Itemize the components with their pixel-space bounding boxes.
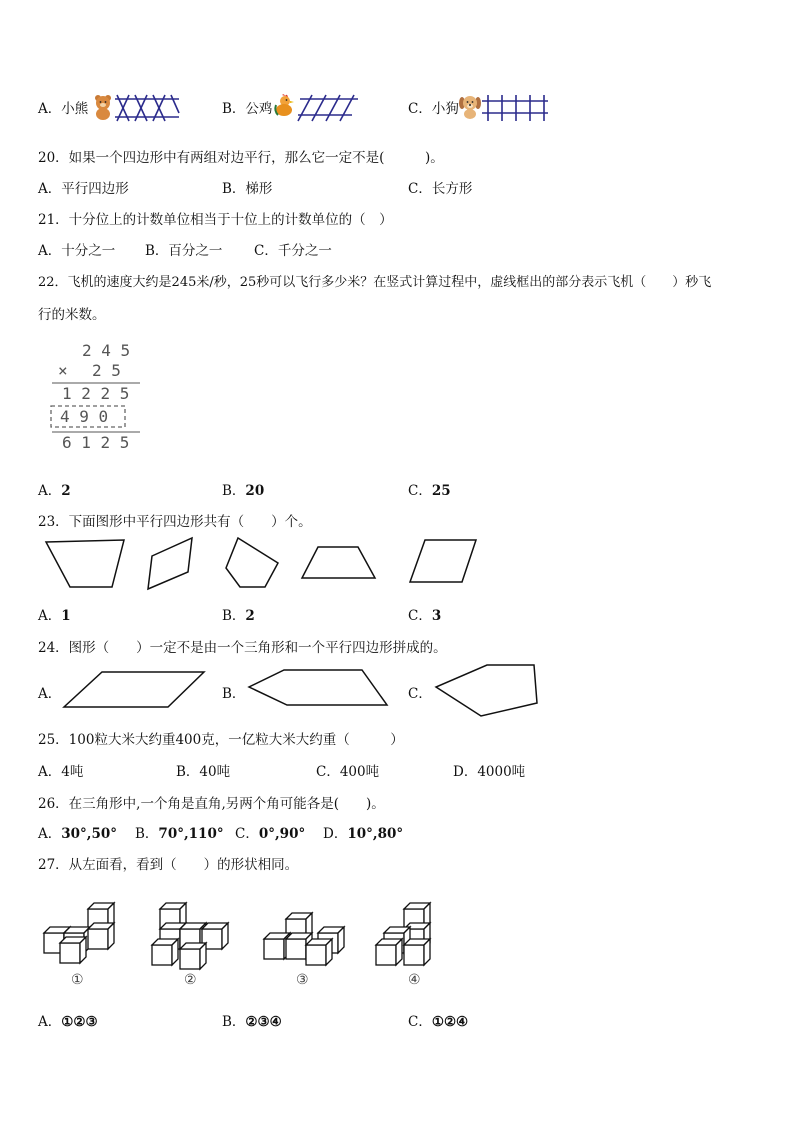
calc-row-multiplier: 2 5 [92, 361, 121, 380]
option-text: 30°,50° [61, 826, 118, 842]
q19-option-c[interactable] [408, 97, 459, 117]
calc-row-partial-2: 4 9 0 [60, 407, 109, 426]
q25-option-b[interactable] [176, 760, 230, 780]
option-text: 2 [245, 608, 255, 624]
option-text: 25 [431, 483, 451, 499]
q26-option-b[interactable] [135, 822, 224, 842]
option-text: 400吨 [339, 764, 380, 780]
option-text: 千分之一 [277, 243, 332, 259]
shape-parallelogram-tilted [148, 538, 192, 589]
q27-option-c[interactable] [408, 1010, 468, 1030]
option-text: 小狗 [431, 101, 459, 117]
q21-option-c[interactable] [254, 239, 332, 259]
option-letter: A． [38, 608, 62, 624]
option-text: 4吨 [61, 764, 84, 780]
bear-icon [92, 94, 114, 120]
q23-option-b[interactable] [222, 604, 255, 624]
option-letter: B． [222, 608, 246, 624]
option-text: 小熊 [61, 101, 89, 117]
q20-option-a[interactable] [38, 177, 129, 197]
option-text: 10°,80° [347, 826, 404, 842]
q25-option-d[interactable] [453, 760, 525, 780]
option-letter: A． [38, 826, 62, 842]
dog-icon [458, 94, 482, 120]
q24-stem: 24．图形（ ）一定不是由一个三角形和一个平行四边形拼成的。 [38, 640, 447, 656]
q23-shapes [0, 530, 794, 592]
q22-option-a[interactable] [38, 479, 71, 499]
q21-option-b[interactable] [145, 239, 222, 259]
q23-option-c[interactable] [408, 604, 441, 624]
q22-option-c[interactable] [408, 479, 451, 499]
option-letter: B． [222, 101, 246, 117]
option-text: 0°,90° [258, 826, 306, 842]
cube-figure-4 [376, 903, 430, 965]
q23-option-a[interactable] [38, 604, 71, 624]
option-letter: C． [408, 181, 432, 197]
option-letter: D． [453, 764, 478, 780]
shape-trapezoid [302, 547, 375, 578]
calc-row-partial-1: 1 2 2 5 [62, 384, 130, 403]
option-letter: A． [38, 764, 62, 780]
option-text: 70°,110° [158, 826, 224, 842]
q19-grid-a [113, 93, 181, 123]
option-text: 长方形 [431, 181, 473, 197]
figure-label-3: ③ [296, 972, 309, 988]
rooster-icon [274, 93, 298, 119]
option-letter: B． [222, 483, 246, 499]
option-text: 平行四边形 [61, 181, 129, 197]
option-letter: C． [408, 686, 432, 702]
option-letter: B． [222, 1014, 246, 1030]
option-letter: C． [408, 1014, 432, 1030]
option-letter: C． [408, 608, 432, 624]
shape-parallelogram [410, 540, 476, 582]
option-letter: B． [222, 686, 246, 702]
q27-option-b[interactable] [222, 1010, 282, 1030]
q21-stem: 21．十分位上的计数单位相当于十位上的计数单位的（ ） [38, 212, 393, 228]
option-text: 4000吨 [477, 764, 526, 780]
option-letter: A． [38, 181, 62, 197]
option-letter: C． [316, 764, 340, 780]
calc-row-product: 6 1 2 5 [62, 433, 130, 452]
option-letter: B． [176, 764, 200, 780]
calc-row-multiplicand: 2 4 5 [82, 341, 131, 360]
shape-b-pentagon [249, 670, 387, 705]
q24-shapes [0, 660, 794, 722]
option-text: 公鸡 [245, 101, 273, 117]
option-letter: A． [38, 243, 62, 259]
option-letter: C． [235, 826, 259, 842]
calc-times-sign: × [58, 361, 68, 380]
option-letter: B． [135, 826, 159, 842]
shape-c-pentagon [436, 665, 537, 716]
q26-option-a[interactable] [38, 822, 117, 842]
option-text: 梯形 [245, 181, 273, 197]
option-letter: A． [38, 1014, 62, 1030]
q25-option-c[interactable] [316, 760, 379, 780]
option-letter: A． [38, 483, 62, 499]
option-letter: D． [323, 826, 348, 842]
q22-stem-line1: 22．飞机的速度大约是245米/秒，25秒可以飞行多少米？在竖式计算过程中，虚线框出的部分表示飞机（ ）秒飞 [38, 275, 712, 290]
option-letter: C． [408, 101, 432, 117]
cube-figure-3 [264, 913, 344, 965]
option-text: ①②④ [431, 1014, 469, 1030]
figure-label-4: ④ [408, 972, 421, 988]
q20-option-b[interactable] [222, 177, 272, 197]
shape-a-parallelogram [64, 672, 204, 707]
figure-label-2: ② [184, 972, 197, 988]
q27-cube-figures [0, 895, 794, 975]
option-text: 3 [431, 608, 442, 624]
figure-label-1: ① [71, 972, 84, 988]
option-text: 十分之一 [61, 243, 116, 259]
option-letter: A． [38, 686, 62, 702]
q25-option-a[interactable] [38, 760, 83, 780]
q26-stem: 26．在三角形中,一个角是直角,另两个角可能各是( )。 [38, 796, 385, 812]
q27-option-a[interactable] [38, 1010, 98, 1030]
q19-grid-c [480, 93, 550, 123]
q26-option-d[interactable] [323, 822, 403, 842]
q20-option-c[interactable] [408, 177, 472, 197]
q25-stem: 25．100粒大米大约重400克，一亿粒大米大约重（ ） [38, 732, 404, 748]
option-text: 百分之一 [168, 243, 223, 259]
q20-stem: 20．如果一个四边形中有两组对边平行，那么它一定不是( )。 [38, 150, 444, 166]
option-text: 1 [61, 608, 71, 624]
option-text: ②③④ [245, 1014, 282, 1030]
option-letter: A． [38, 101, 62, 117]
q26-option-c[interactable] [235, 822, 305, 842]
q19-option-a[interactable] [38, 97, 88, 117]
option-letter: C． [408, 483, 432, 499]
option-text: ①②③ [61, 1014, 98, 1030]
q23-stem: 23．下面图形中平行四边形共有（ ）个。 [38, 514, 312, 530]
cube-figure-2 [152, 903, 228, 969]
option-text: 20 [245, 483, 265, 499]
q19-grid-b [296, 93, 360, 123]
shape-trapezoid-irregular [46, 540, 124, 587]
q22-option-b[interactable] [222, 479, 264, 499]
shape-pentagon [226, 538, 278, 587]
option-letter: B． [222, 181, 246, 197]
q19-option-b[interactable] [222, 97, 272, 117]
cube-figure-1 [44, 903, 114, 963]
q21-option-a[interactable] [38, 239, 115, 259]
q27-stem: 27．从左面看，看到（ ）的形状相同。 [38, 857, 299, 873]
option-letter: B． [145, 243, 169, 259]
option-letter: C． [254, 243, 278, 259]
option-text: 40吨 [199, 764, 231, 780]
q22-stem-line2: 行的米数。 [38, 307, 106, 323]
option-text: 2 [61, 483, 71, 499]
